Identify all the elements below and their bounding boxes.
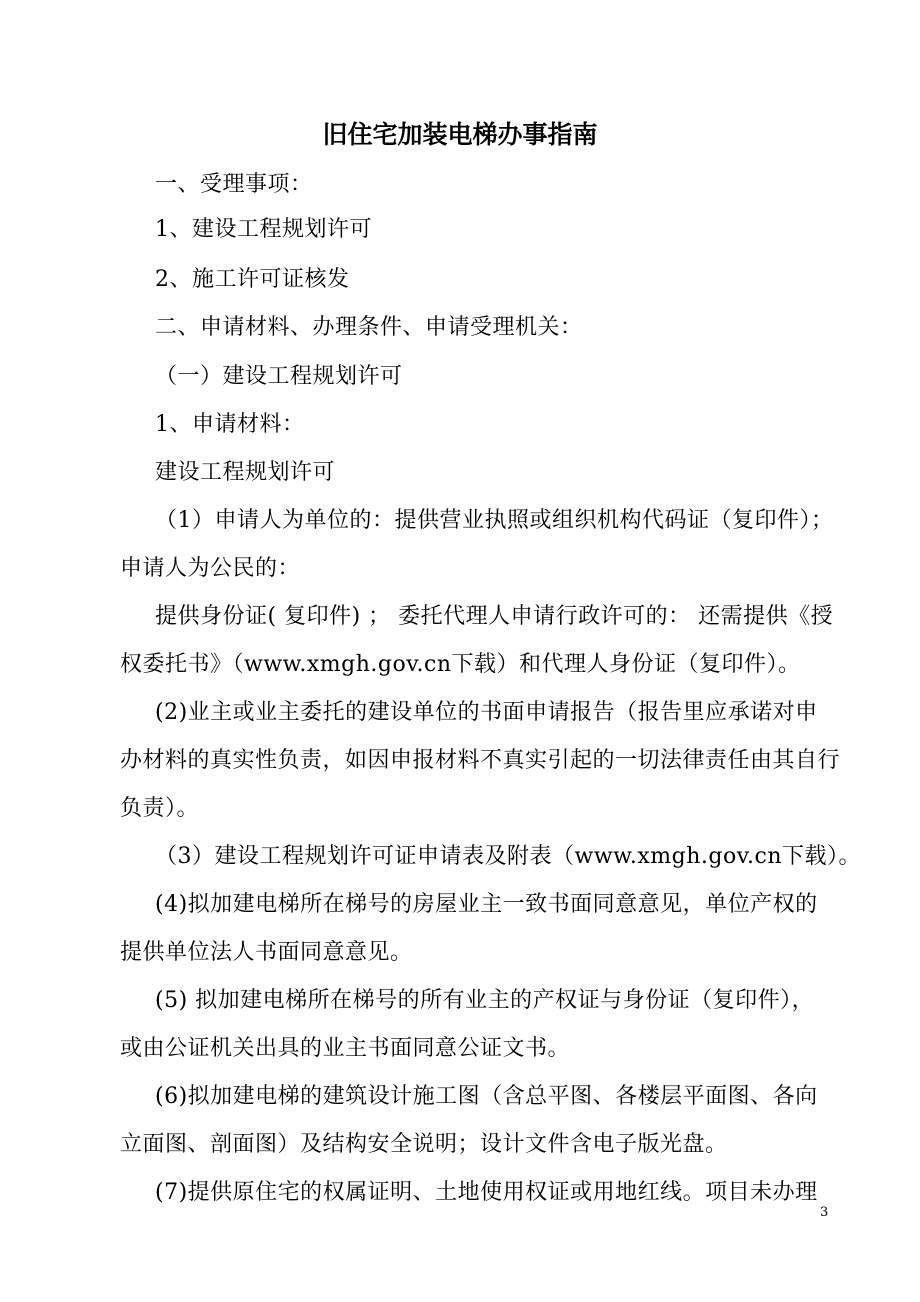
paragraph-line: 申请人为公民的： [120, 556, 301, 581]
paragraph-line: (4)拟加建电梯所在梯号的房屋业主一致书面同意意见，单位产权的 [155, 892, 818, 917]
paragraph-line: 权委托书》（www.xmgh.gov.cn下载）和代理人身份证（复印件）。 [120, 652, 801, 677]
document-title: 旧住宅加装电梯办事指南 [322, 120, 598, 149]
section-heading-accepted-items: 一、受理事项： [155, 172, 313, 197]
paragraph-line: 立面图、剖面图）及结构安全说明；设计文件含电子版光盘。 [120, 1132, 728, 1157]
accepted-item-2: 2、施工许可证核发 [155, 267, 350, 292]
materials-heading: 1、申请材料： [155, 412, 305, 437]
subsection-heading-planning-permit: （一）建设工程规划许可 [155, 364, 403, 389]
paragraph-line: (6)拟加建电梯的建筑设计施工图（含总平图、各楼层平面图、各向 [155, 1084, 818, 1109]
paragraph-line: (2)业主或业主委托的建设单位的书面申请报告（报告里应承诺对申 [155, 700, 818, 725]
paragraph-line: 建设工程规划许可 [155, 460, 336, 485]
paragraph-line: （3）建设工程规划许可证申请表及附表（www.xmgh.gov.cn下载）。 [155, 844, 862, 869]
accepted-item-1: 1、建设工程规划许可 [155, 217, 372, 242]
paragraph-line: 提供身份证( 复印件) ； 委托代理人申请行政许可的： 还需提供《授 [155, 604, 834, 629]
paragraph-line: （1）申请人为单位的：提供营业执照或组织机构代码证（复印件）； [155, 508, 834, 533]
paragraph-line: (7)提供原住宅的权属证明、土地使用权证或用地红线。项目未办理 [155, 1180, 818, 1205]
paragraph-line: 负责）。 [120, 796, 200, 821]
paragraph-line: 或由公证机关出具的业主书面同意公证文书。 [120, 1036, 571, 1061]
paragraph-line: 办材料的真实性负责，如因申报材料不真实引起的一切法律责任由其自行 [120, 748, 841, 773]
page-number: 3 [820, 1205, 829, 1220]
paragraph-line: 提供单位法人书面同意意见。 [120, 940, 413, 965]
paragraph-line: (5) 拟加建电梯所在梯号的所有业主的产权证与身份证（复印件）， [155, 988, 815, 1013]
section-heading-materials: 二、申请材料、办理条件、申请受理机关： [155, 315, 583, 340]
